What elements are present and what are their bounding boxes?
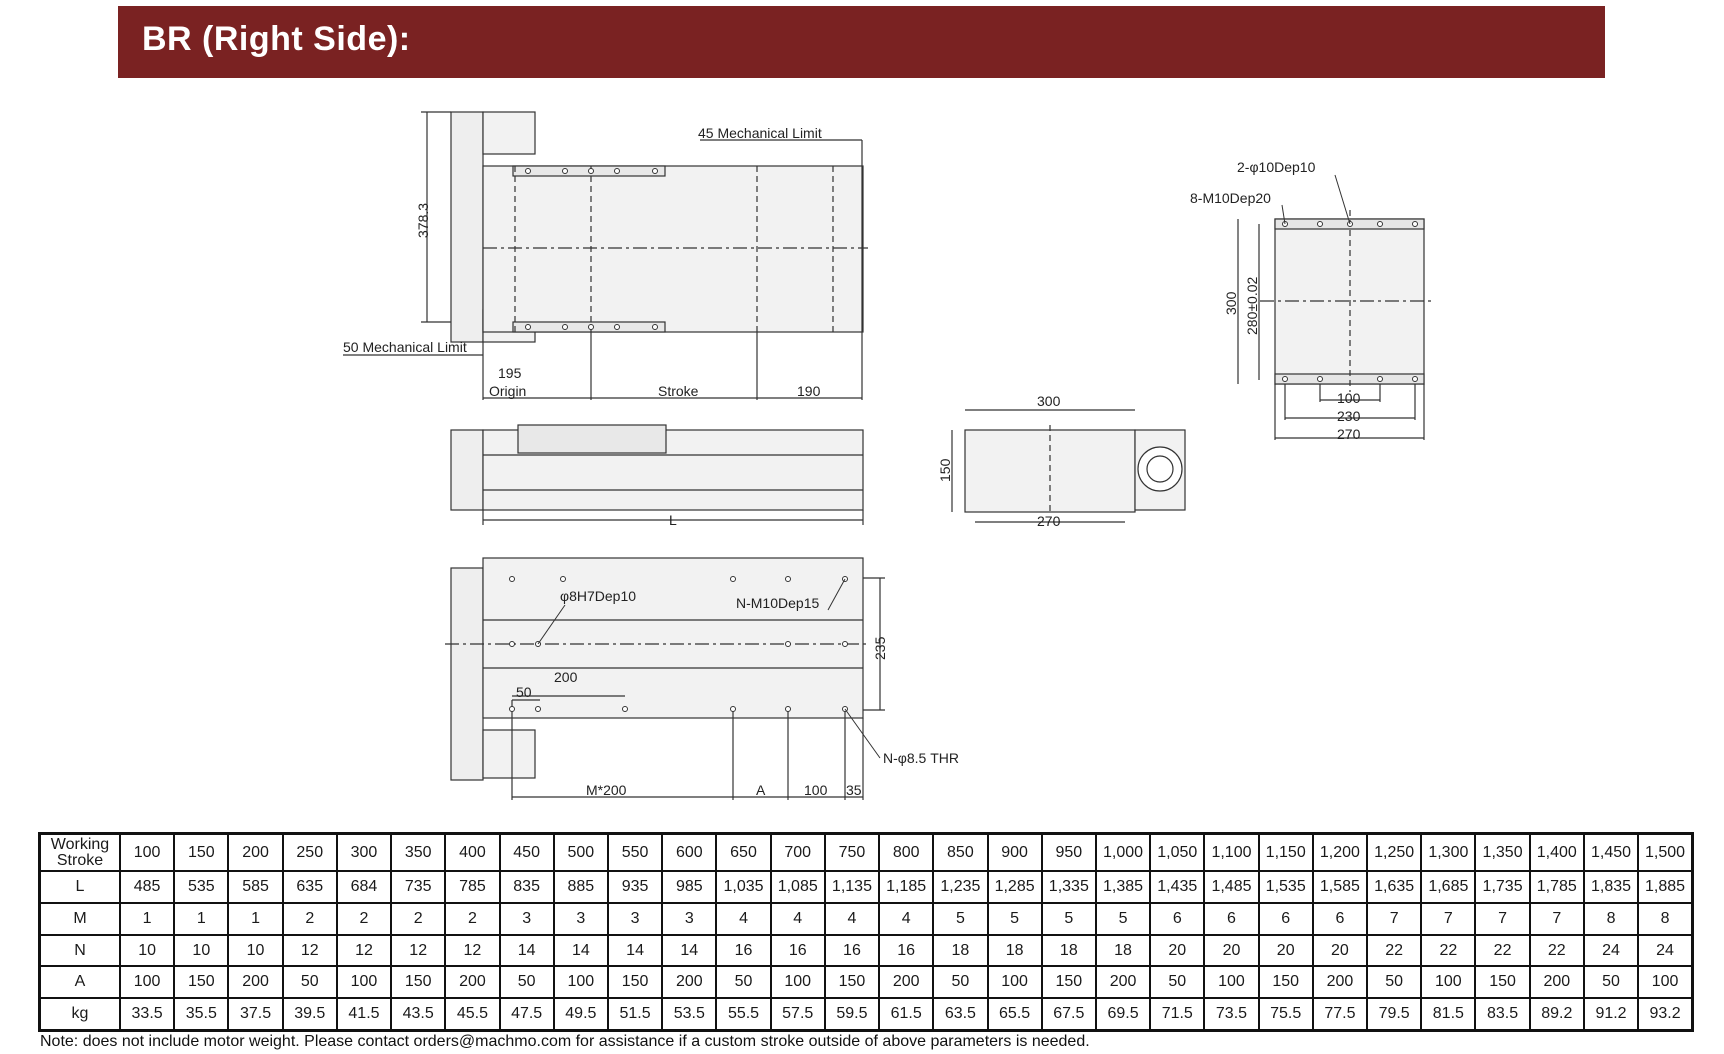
table-cell: 850 — [933, 834, 987, 872]
table-cell: 150 — [608, 966, 662, 998]
table-cell: 150 — [1042, 966, 1096, 998]
table-cell: 400 — [445, 834, 499, 872]
label-origin-value: 195 — [498, 365, 522, 381]
table-cell: 650 — [716, 834, 770, 872]
table-row — [40, 903, 1693, 935]
table-cell: 63.5 — [933, 998, 987, 1030]
table-cell: 1,500 — [1638, 834, 1692, 872]
table-cell: 50 — [716, 966, 770, 998]
table-cell: 6 — [1204, 903, 1258, 935]
table-cell: 1 — [174, 903, 228, 935]
label-dim-100: 100 — [804, 782, 828, 798]
label-carriage-pin-holes: 2-φ10Dep10 — [1237, 159, 1316, 175]
table-cell: 22 — [1530, 935, 1584, 967]
label-end-width-top: 300 — [1037, 393, 1061, 409]
table-cell: 4 — [716, 903, 770, 935]
table-cell: 14 — [662, 935, 716, 967]
table-cell: 6 — [1259, 903, 1313, 935]
table-cell: 91.2 — [1584, 998, 1638, 1030]
table-cell: 18 — [988, 935, 1042, 967]
table-cell: 4 — [825, 903, 879, 935]
table-cell: 550 — [608, 834, 662, 872]
table-cell: 700 — [771, 834, 825, 872]
table-cell: 1,585 — [1313, 871, 1367, 903]
label-bottom-width: 235 — [872, 636, 888, 660]
label-origin: Origin — [489, 383, 527, 399]
table-cell: 14 — [554, 935, 608, 967]
table-cell: 24 — [1638, 935, 1692, 967]
table-cell: 73.5 — [1204, 998, 1258, 1030]
table-cell: 600 — [662, 834, 716, 872]
table-cell: 69.5 — [1096, 998, 1150, 1030]
table-cell: 6 — [1150, 903, 1204, 935]
label-top-height: 378.3 — [415, 202, 431, 238]
table-cell: 18 — [933, 935, 987, 967]
table-cell: 2 — [283, 903, 337, 935]
table-cell: 985 — [662, 871, 716, 903]
table-cell: 79.5 — [1367, 998, 1421, 1030]
table-cell: 635 — [283, 871, 337, 903]
table-cell: 50 — [933, 966, 987, 998]
table-row — [40, 834, 1693, 872]
table-cell: 7 — [1367, 903, 1421, 935]
table-cell: 51.5 — [608, 998, 662, 1030]
table-cell: 200 — [1530, 966, 1584, 998]
table-cell: 7 — [1530, 903, 1584, 935]
footnote: Note: does not include motor weight. Please contact orders@machmo.com for assistance if a custom stroke outside of above parameters is needed. — [40, 1033, 1090, 1050]
table-cell: 4 — [771, 903, 825, 935]
table-cell: 20 — [1204, 935, 1258, 967]
table-cell: 1,735 — [1475, 871, 1529, 903]
table-cell: 450 — [500, 834, 554, 872]
label-pin-hole: φ8H7Dep10 — [560, 588, 637, 604]
table-cell: 12 — [283, 935, 337, 967]
table-cell: 1,300 — [1421, 834, 1475, 872]
table-cell: 1,835 — [1584, 871, 1638, 903]
table-cell: 1,200 — [1313, 834, 1367, 872]
table-cell: 71.5 — [1150, 998, 1204, 1030]
table-cell: 100 — [771, 966, 825, 998]
label-carriage-dim-270: 270 — [1337, 426, 1361, 442]
table-row — [40, 966, 1693, 998]
spec-table — [38, 832, 1694, 1032]
table-cell: 1 — [228, 903, 282, 935]
table-cell: 3 — [608, 903, 662, 935]
table-cell: 200 — [228, 966, 282, 998]
table-cell: 150 — [825, 966, 879, 998]
table-cell: 5 — [988, 903, 1042, 935]
table-cell: 5 — [933, 903, 987, 935]
label-carriage-height: 300 — [1223, 291, 1239, 315]
table-cell: 16 — [879, 935, 933, 967]
label-through-holes: N-φ8.5 THR — [883, 750, 959, 766]
table-cell: 50 — [283, 966, 337, 998]
table-cell: 50 — [1584, 966, 1638, 998]
table-cell: 1,685 — [1421, 871, 1475, 903]
table-cell: 5 — [1042, 903, 1096, 935]
table-cell: 39.5 — [283, 998, 337, 1030]
label-carriage-dim-230: 230 — [1337, 408, 1361, 424]
table-cell: 1,400 — [1530, 834, 1584, 872]
table-cell: 250 — [283, 834, 337, 872]
table-cell: 83.5 — [1475, 998, 1529, 1030]
table-cell: 885 — [554, 871, 608, 903]
section-title: BR (Right Side): — [142, 20, 411, 58]
table-cell: 14 — [608, 935, 662, 967]
label-mech-limit-left: 50 Mechanical Limit — [343, 339, 467, 355]
table-cell: 20 — [1259, 935, 1313, 967]
label-tap-holes: N-M10Dep15 — [736, 595, 820, 611]
table-cell: 50 — [1367, 966, 1421, 998]
end-view-drawing — [952, 410, 1185, 522]
table-cell: 3 — [554, 903, 608, 935]
table-cell: 684 — [337, 871, 391, 903]
table-cell: 20 — [1313, 935, 1367, 967]
table-cell: 5 — [1096, 903, 1150, 935]
table-cell: 100 — [1638, 966, 1692, 998]
table-cell: 12 — [337, 935, 391, 967]
table-cell: 43.5 — [391, 998, 445, 1030]
table-cell: 800 — [879, 834, 933, 872]
label-length-l: L — [669, 512, 677, 528]
carriage-view-drawing — [1238, 210, 1432, 440]
side-view-drawing — [451, 425, 863, 525]
table-cell: 2 — [337, 903, 391, 935]
table-cell: 10 — [120, 935, 174, 967]
table-cell: 3 — [662, 903, 716, 935]
table-cell: 6 — [1313, 903, 1367, 935]
table-cell: 16 — [771, 935, 825, 967]
table-cell: 35.5 — [174, 998, 228, 1030]
table-cell: 785 — [445, 871, 499, 903]
row-label: Working Stroke — [40, 834, 121, 872]
table-cell: 16 — [825, 935, 879, 967]
table-cell: 10 — [228, 935, 282, 967]
table-cell: 150 — [391, 966, 445, 998]
table-cell: 100 — [337, 966, 391, 998]
label-end-width-bottom: 270 — [1037, 513, 1061, 529]
row-label: kg — [40, 998, 121, 1030]
table-cell: 100 — [988, 966, 1042, 998]
row-label: M — [40, 903, 121, 935]
table-cell: 1,150 — [1259, 834, 1313, 872]
table-cell: 8 — [1584, 903, 1638, 935]
table-cell: 1,250 — [1367, 834, 1421, 872]
label-carriage-height-tol: 280±0.02 — [1244, 276, 1260, 335]
table-cell: 950 — [1042, 834, 1096, 872]
label-carriage-dim-100: 100 — [1337, 390, 1361, 406]
table-cell: 1 — [120, 903, 174, 935]
table-cell: 20 — [1150, 935, 1204, 967]
table-cell: 750 — [825, 834, 879, 872]
label-stroke: Stroke — [658, 383, 699, 399]
table-cell: 200 — [1313, 966, 1367, 998]
table-cell: 55.5 — [716, 998, 770, 1030]
table-cell: 535 — [174, 871, 228, 903]
label-pitch-200: 200 — [554, 669, 578, 685]
table-cell: 1,350 — [1475, 834, 1529, 872]
table-cell: 2 — [445, 903, 499, 935]
row-label: L — [40, 871, 121, 903]
table-cell: 500 — [554, 834, 608, 872]
label-dim-a: A — [756, 782, 766, 798]
table-cell: 81.5 — [1421, 998, 1475, 1030]
label-dim-35: 35 — [846, 782, 862, 798]
table-cell: 7 — [1421, 903, 1475, 935]
table-cell: 57.5 — [771, 998, 825, 1030]
table-cell: 50 — [1150, 966, 1204, 998]
label-right-value: 190 — [797, 383, 821, 399]
table-cell: 200 — [445, 966, 499, 998]
table-cell: 150 — [174, 834, 228, 872]
label-carriage-tap-holes: 8-M10Dep20 — [1190, 190, 1271, 206]
table-cell: 1,135 — [825, 871, 879, 903]
row-label: N — [40, 935, 121, 967]
table-cell: 49.5 — [554, 998, 608, 1030]
table-cell: 200 — [662, 966, 716, 998]
table-cell: 24 — [1584, 935, 1638, 967]
table-cell: 1,450 — [1584, 834, 1638, 872]
table-cell: 65.5 — [988, 998, 1042, 1030]
table-cell: 485 — [120, 871, 174, 903]
table-cell: 16 — [716, 935, 770, 967]
table-cell: 100 — [554, 966, 608, 998]
table-cell: 1,285 — [988, 871, 1042, 903]
table-cell: 900 — [988, 834, 1042, 872]
table-cell: 1,485 — [1204, 871, 1258, 903]
table-cell: 47.5 — [500, 998, 554, 1030]
table-cell: 1,535 — [1259, 871, 1313, 903]
table-cell: 2 — [391, 903, 445, 935]
table-cell: 18 — [1042, 935, 1096, 967]
table-cell: 1,385 — [1096, 871, 1150, 903]
table-cell: 8 — [1638, 903, 1692, 935]
table-cell: 1,435 — [1150, 871, 1204, 903]
table-cell: 150 — [1475, 966, 1529, 998]
label-end-height: 150 — [937, 458, 953, 482]
table-cell: 12 — [445, 935, 499, 967]
table-cell: 100 — [120, 966, 174, 998]
table-cell: 150 — [1259, 966, 1313, 998]
table-cell: 1,085 — [771, 871, 825, 903]
table-cell: 12 — [391, 935, 445, 967]
table-cell: 33.5 — [120, 998, 174, 1030]
table-cell: 67.5 — [1042, 998, 1096, 1030]
table-cell: 1,635 — [1367, 871, 1421, 903]
table-cell: 45.5 — [445, 998, 499, 1030]
table-cell: 61.5 — [879, 998, 933, 1030]
table-cell: 37.5 — [228, 998, 282, 1030]
table-cell: 1,185 — [879, 871, 933, 903]
table-cell: 4 — [879, 903, 933, 935]
table-cell: 93.2 — [1638, 998, 1692, 1030]
table-cell: 1,035 — [716, 871, 770, 903]
table-cell: 585 — [228, 871, 282, 903]
table-cell: 350 — [391, 834, 445, 872]
table-cell: 1,335 — [1042, 871, 1096, 903]
table-cell: 7 — [1475, 903, 1529, 935]
table-cell: 1,785 — [1530, 871, 1584, 903]
table-cell: 18 — [1096, 935, 1150, 967]
table-cell: 75.5 — [1259, 998, 1313, 1030]
table-cell: 14 — [500, 935, 554, 967]
table-cell: 1,100 — [1204, 834, 1258, 872]
table-cell: 150 — [174, 966, 228, 998]
table-cell: 835 — [500, 871, 554, 903]
table-cell: 1,885 — [1638, 871, 1692, 903]
top-view-drawing — [343, 112, 868, 400]
table-cell: 22 — [1421, 935, 1475, 967]
table-cell: 935 — [608, 871, 662, 903]
table-cell: 22 — [1367, 935, 1421, 967]
table-cell: 100 — [1204, 966, 1258, 998]
table-cell: 1,235 — [933, 871, 987, 903]
table-cell: 200 — [228, 834, 282, 872]
table-cell: 10 — [174, 935, 228, 967]
table-cell: 50 — [500, 966, 554, 998]
table-cell: 1,000 — [1096, 834, 1150, 872]
table-row — [40, 935, 1693, 967]
table-cell: 200 — [879, 966, 933, 998]
table-cell: 22 — [1475, 935, 1529, 967]
table-cell: 3 — [500, 903, 554, 935]
row-label: A — [40, 966, 121, 998]
table-cell: 1,050 — [1150, 834, 1204, 872]
label-pitch-m: M*200 — [586, 782, 627, 798]
table-cell: 100 — [120, 834, 174, 872]
table-cell: 735 — [391, 871, 445, 903]
label-pitch-50: 50 — [516, 684, 532, 700]
label-mech-limit-right: 45 Mechanical Limit — [698, 125, 822, 141]
table-cell: 300 — [337, 834, 391, 872]
table-cell: 53.5 — [662, 998, 716, 1030]
table-cell: 89.2 — [1530, 998, 1584, 1030]
table-row — [40, 998, 1693, 1030]
table-cell: 41.5 — [337, 998, 391, 1030]
table-cell: 59.5 — [825, 998, 879, 1030]
table-cell: 100 — [1421, 966, 1475, 998]
table-row — [40, 871, 1693, 903]
table-cell: 200 — [1096, 966, 1150, 998]
table-cell: 77.5 — [1313, 998, 1367, 1030]
